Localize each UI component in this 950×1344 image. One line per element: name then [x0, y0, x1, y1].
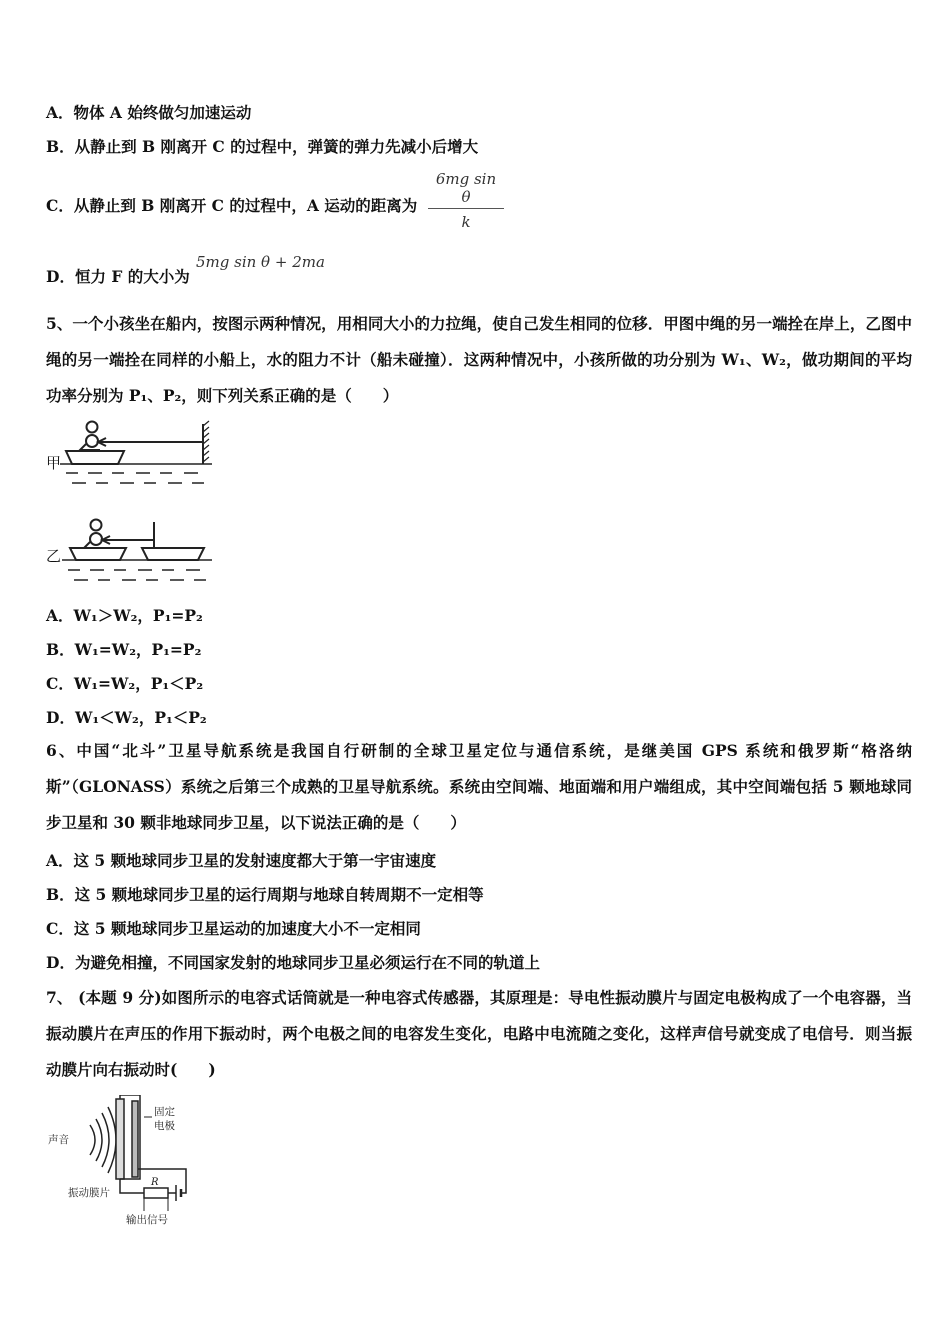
sound-wave — [96, 1119, 102, 1161]
boat-hull-right — [142, 548, 204, 560]
label-sound: 声音 — [48, 1134, 69, 1146]
q4-option-b: B．从静止到 B 刚离开 C 的过程中，弹簧的弹力先减小后增大 — [46, 137, 479, 156]
wire-right — [138, 1169, 186, 1193]
sound-wave — [102, 1113, 109, 1167]
boat-figure-yi — [44, 518, 224, 590]
child-head — [87, 422, 98, 433]
child-body — [90, 533, 102, 545]
figure-label-jia: 甲 — [46, 454, 62, 472]
q6-option-a: A．这 5 颗地球同步卫星的发射速度都大于第一宇宙速度 — [46, 851, 437, 870]
label-output-signal: 输出信号 — [126, 1214, 168, 1226]
resistor — [144, 1188, 168, 1198]
child-head — [91, 520, 102, 531]
wire-left — [120, 1179, 144, 1193]
q5-option-c: C．W₁=W₂，P₁＜P₂ — [46, 674, 204, 693]
child-body — [86, 435, 98, 447]
q5-option-d: D．W₁＜W₂，P₁＜P₂ — [46, 708, 207, 727]
label-fixed-electrode-1: 固定 — [154, 1106, 175, 1118]
q6-option-b: B．这 5 颗地球同步卫星的运行周期与地球自转周期不一定相等 — [46, 885, 484, 904]
q7-stem: 7、 (本题 9 分)如图所示的电容式话筒就是一种电容式传感器，其原理是：导电性振动膜片与固定电极构成了一个电容器，当振动膜片在声压的作用下振动时，两个电极之间的电容发生变化，电路中电流随之变化，这样声信号就变成了电信号．则当振动膜片向右振动时( ) — [46, 988, 912, 1079]
label-resistor: R — [151, 1177, 159, 1188]
boat-hull-left — [70, 548, 126, 560]
q5-stem: 5、一个小孩坐在船内，按图示两种情况，用相同大小的力拉绳，使自己发生相同的位移．甲图中绳的另一端拴在岸上，乙图中绳的另一端拴在同样的小船上，水的阻力不计（船未碰撞）．这两种情况中，小孩所做的功分别为 W₁、W₂，做功期间的平均功率分别为 P₁、P₂，则下列关系正确的是（ ） — [46, 314, 912, 405]
label-diaphragm: 振动膜片 — [68, 1187, 110, 1199]
figure-label-yi: 乙 — [46, 547, 62, 565]
q4-option-c-formula — [428, 170, 504, 231]
q5-option-a: A．W₁＞W₂，P₁=P₂ — [46, 606, 203, 625]
q6-option-d: D．为避免相撞，不同国家发射的地球同步卫星必须运行在不同的轨道上 — [46, 953, 540, 972]
formula-denominator: k — [461, 213, 471, 231]
q4-option-d: D．恒力 F 的大小为 — [46, 267, 190, 286]
diaphragm — [116, 1099, 124, 1179]
sound-wave — [90, 1125, 95, 1155]
q6-option-c: C．这 5 颗地球同步卫星运动的加速度大小不一定相同 — [46, 919, 421, 938]
q4-option-d-formula: 5mg sin θ + 2ma — [196, 253, 325, 271]
q4-option-c: C．从静止到 B 刚离开 C 的过程中，A 运动的距离为 — [46, 196, 418, 215]
q4-option-a: A．物体 A 始终做匀加速运动 — [46, 103, 252, 122]
boat-figure-jia — [44, 420, 224, 492]
capacitor-microphone-figure — [44, 1095, 244, 1230]
label-fixed-electrode-2: 电极 — [154, 1120, 175, 1132]
boat-hull — [66, 451, 124, 464]
q5-option-b: B．W₁=W₂，P₁=P₂ — [46, 640, 202, 659]
fixed-electrode — [132, 1101, 138, 1177]
formula-numerator: 6mg sin θ — [435, 170, 497, 206]
q6-stem: 6、中国“北斗”卫星导航系统是我国自行研制的全球卫星定位与通信系统，是继美国 GPS 系统和俄罗斯“格洛纳斯”（GLONASS）系统之后第三个成熟的卫星导航系统。系统由空间端、地面端和用户端组成，其中空间端包括 5 颗地球同步卫星和 30 颗非地球同步卫星，以下说法正确的是（ ） — [46, 741, 912, 832]
